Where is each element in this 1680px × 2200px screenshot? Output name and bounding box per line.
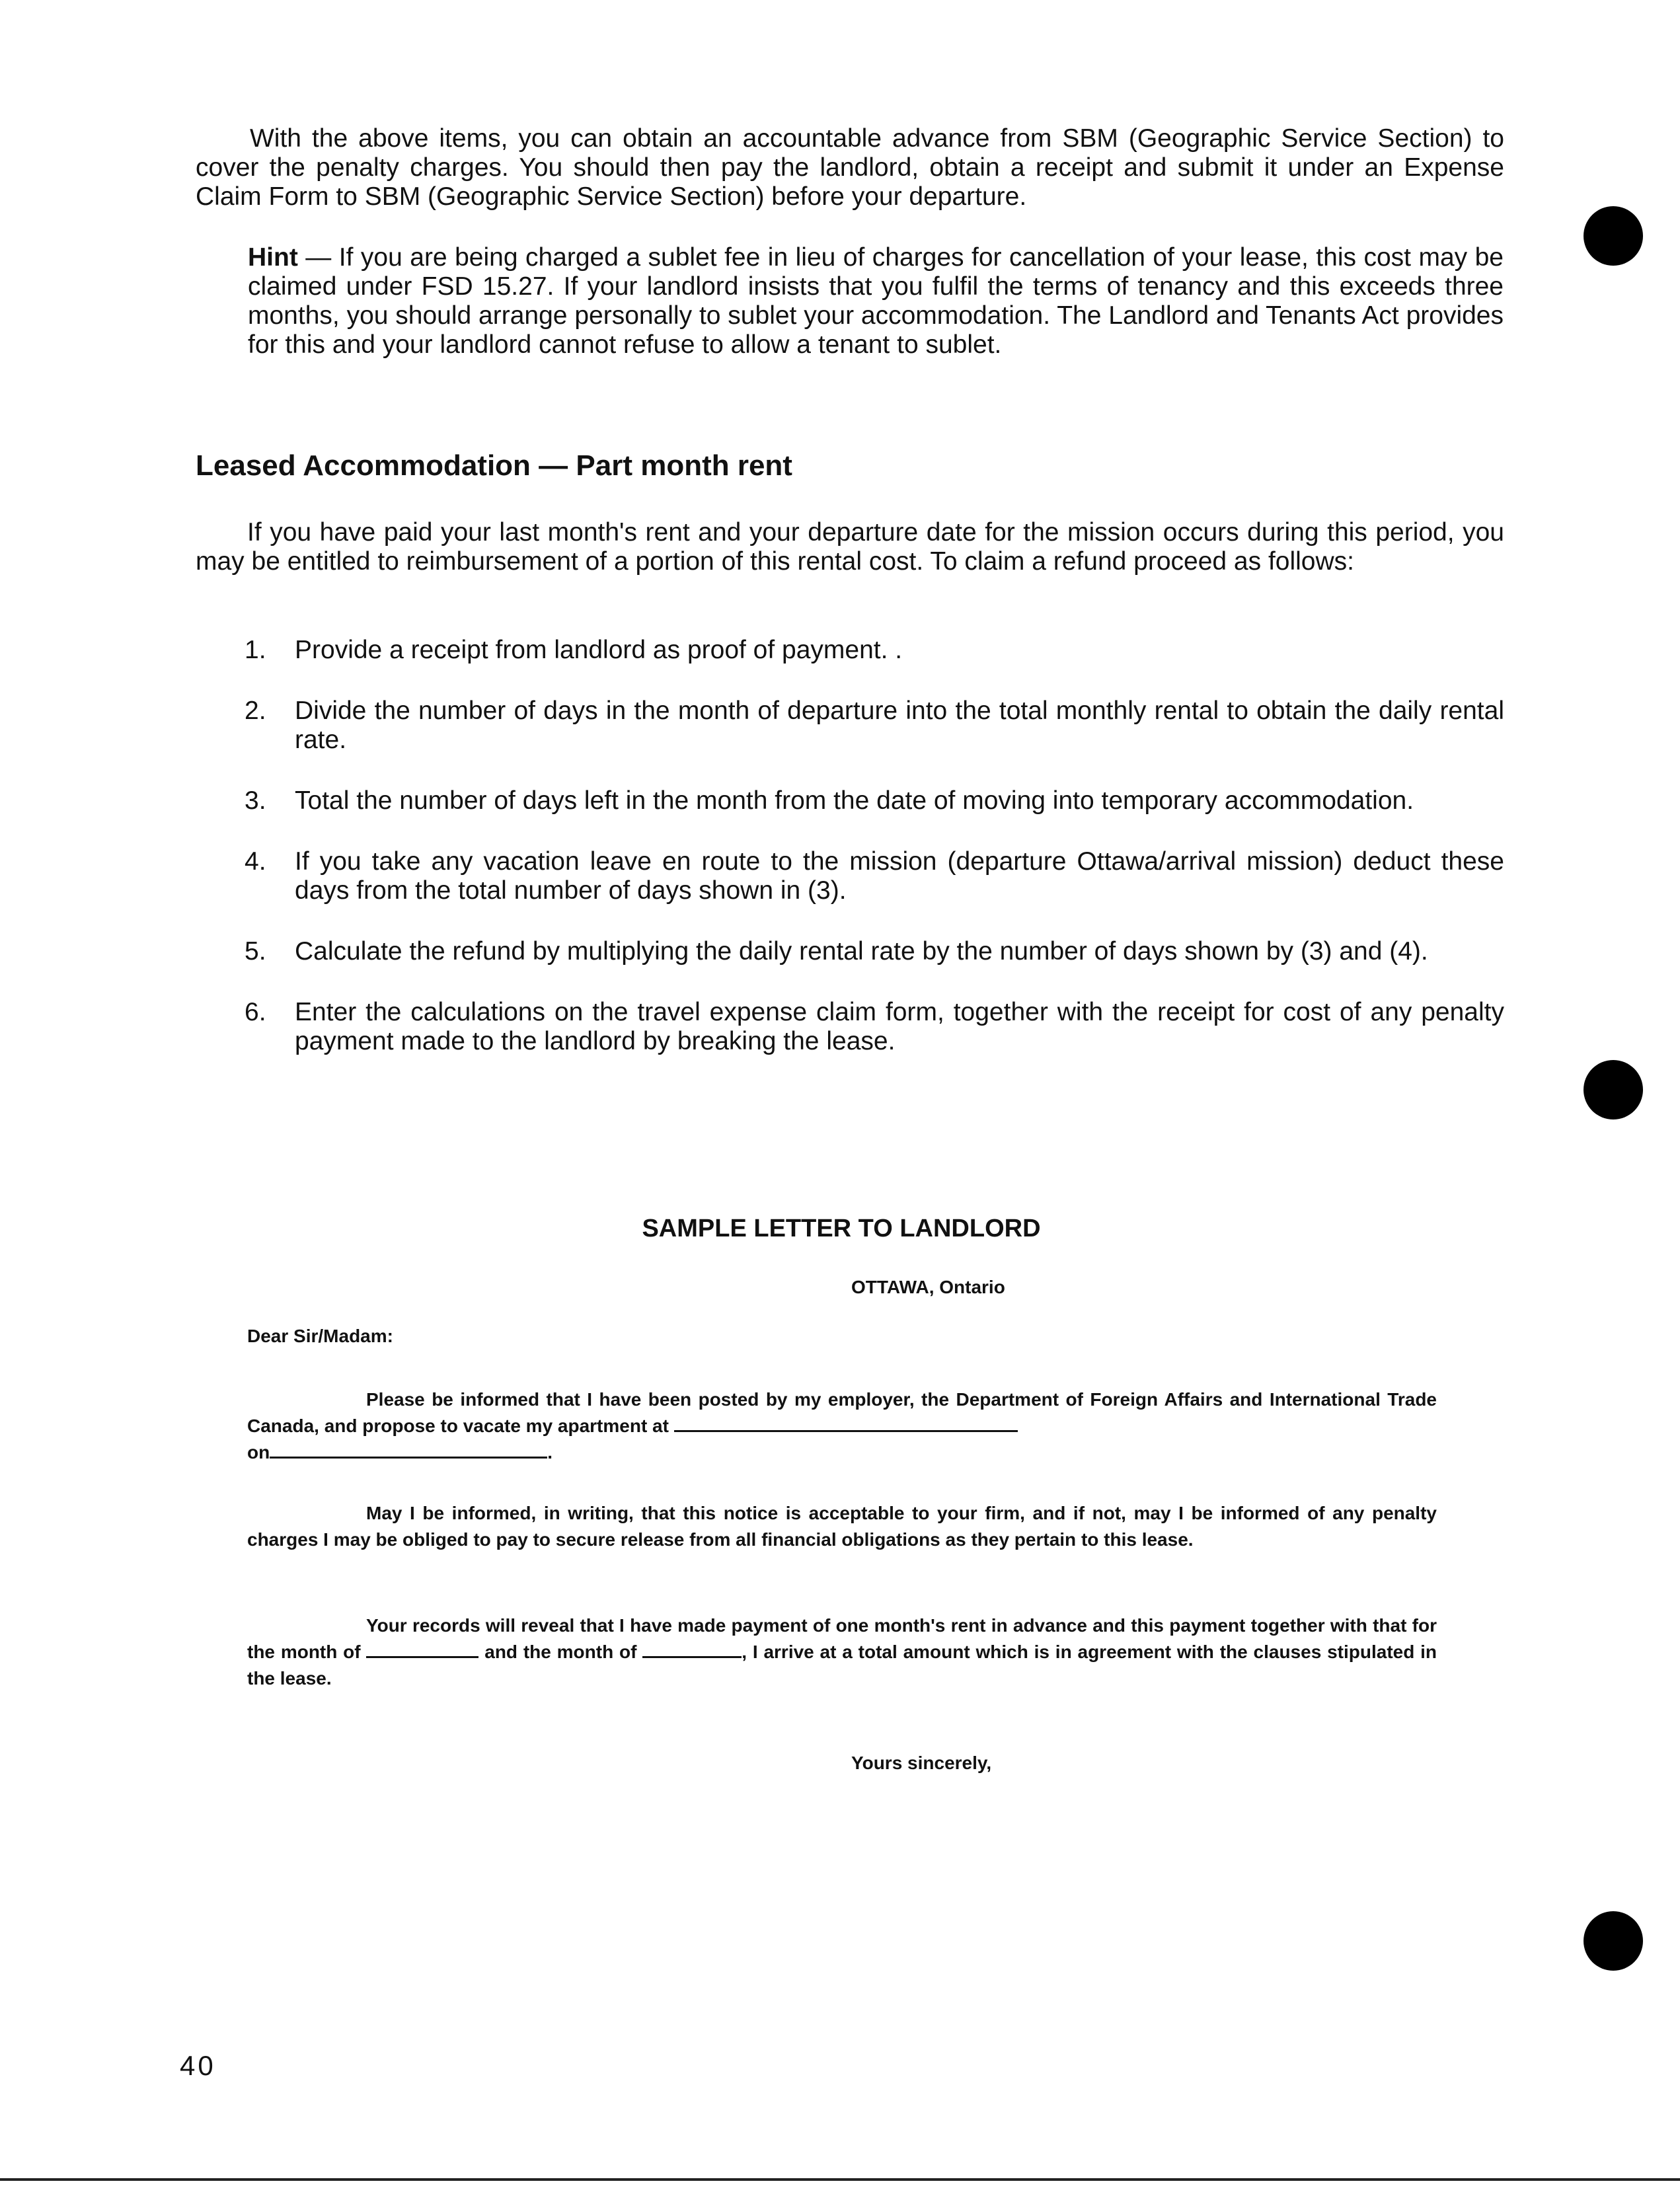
advance-text: With the above items, you can obtain an accountable advance from SBM (Geographic Service Section) to cover the penalty charges. You should then pay the landlord, obtain a receipt and submit it under an Expense Claim Form to SBM (Geographic Service Section) before your departure. — [196, 124, 1504, 211]
step-number: 5. — [245, 937, 266, 966]
hint-paragraph — [248, 243, 1504, 360]
step-text: Calculate the refund by multiplying the daily rental rate by the number of days shown by (3) and (4). — [295, 937, 1428, 966]
list-item — [245, 636, 1504, 665]
month-blank-1 — [366, 1639, 478, 1658]
letter-p3-text-b: and the month of — [484, 1642, 637, 1662]
list-item — [245, 937, 1504, 966]
binder-hole-middle — [1584, 1060, 1643, 1119]
binder-hole-bottom — [1584, 1911, 1643, 1971]
step-number: 2. — [245, 697, 266, 725]
page-number: 40 — [180, 2050, 216, 2081]
letter-salutation: Dear Sir/Madam: — [247, 1326, 393, 1346]
step-number: 3. — [245, 786, 266, 815]
list-item — [245, 697, 1504, 755]
letter-paragraph-3 — [247, 1612, 1437, 1692]
month-blank-2 — [642, 1639, 742, 1658]
list-item — [245, 847, 1504, 905]
letter-p1-period: . — [547, 1442, 553, 1462]
letter-p3-text-c: , I arrive at a total amount which is in agreement with the clauses stipulated in the lease. — [247, 1642, 1437, 1688]
address-blank — [674, 1413, 1018, 1432]
letter-title: SAMPLE LETTER TO LANDLORD — [642, 1215, 1041, 1242]
step-number: 1. — [245, 636, 266, 664]
letter-closing: Yours sincerely, — [851, 1753, 992, 1773]
letter-p3-text-a: Your records will reveal that I have made payment of one month's rent in advance and this payment together with that for the month of — [247, 1615, 1437, 1662]
letter-p2-text: May I be informed, in writing, that this notice is acceptable to your firm, and if not, may I be informed of any penalty charges I may be obliged to pay to secure release from all financial obligations as they pertain to this lease. — [247, 1503, 1437, 1550]
hint-text: — If you are being charged a sublet fee in lieu of charges for cancellation of your lease, this cost may be claimed under FSD 15.27. If your landlord insists that you fulfil the terms of tenancy and this exceeds three months, you should arrange personally to sublet your accommodation. The Landlord and Tenants Act provides for this and your landlord cannot refuse to allow a tenant to sublet. — [248, 243, 1504, 359]
advance-paragraph — [196, 124, 1504, 211]
list-item — [245, 786, 1504, 816]
step-text: Total the number of days left in the month from the date of moving into temporary accommodation. — [295, 786, 1414, 815]
step-text: Enter the calculations on the travel expense claim form, together with the receipt for cost of any penalty payment made to the landlord by breaking the lease. — [295, 998, 1504, 1055]
step-text: Provide a receipt from landlord as proof of payment. . — [295, 636, 903, 664]
letter-place: OTTAWA, Ontario — [851, 1277, 1005, 1297]
letter-p1-text: Please be informed that I have been posted by my employer, the Department of Foreign Affairs and International Trade Canada, and propose to vacate my apartment at — [247, 1389, 1437, 1436]
step-number: 6. — [245, 998, 266, 1026]
list-item — [245, 998, 1504, 1056]
refund-steps-list — [245, 636, 1504, 1088]
date-blank — [270, 1439, 547, 1459]
section-heading: Leased Accommodation — Part month rent — [196, 449, 792, 482]
step-text: If you take any vacation leave en route to the mission (departure Ottawa/arrival mission) deduct these days from the total number of days shown in (3). — [295, 847, 1504, 905]
hint-label: Hint — [248, 243, 298, 272]
step-text: Divide the number of days in the month of departure into the total monthly rental to obtain the daily rental rate. — [295, 697, 1504, 754]
letter-p1-on: on — [247, 1442, 270, 1462]
binder-hole-top — [1584, 206, 1643, 266]
section-intro: If you have paid your last month's rent and your departure date for the mission occurs during this period, you may be entitled to reimbursement of a portion of this rental cost. To claim a refund proceed as follows: — [196, 518, 1504, 576]
letter-paragraph-1 — [247, 1386, 1437, 1466]
letter-paragraph-2 — [247, 1500, 1437, 1553]
step-number: 4. — [245, 847, 266, 876]
page-bottom-rule — [0, 2178, 1680, 2181]
